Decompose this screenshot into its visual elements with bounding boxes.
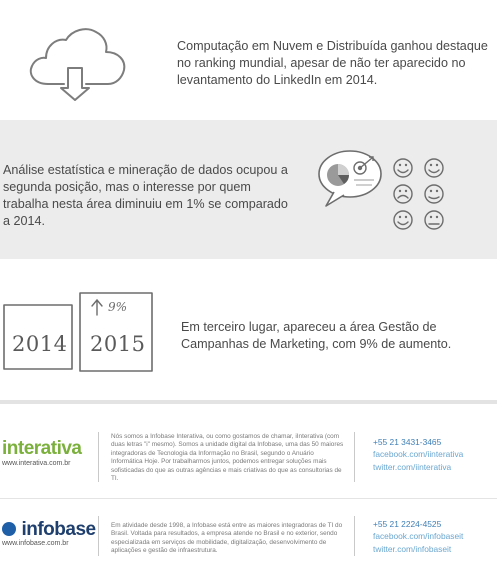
cloud-download-icon: [26, 26, 130, 94]
infobase-logo-text: infobase: [21, 519, 96, 540]
interativa-logo-text: interativa: [2, 438, 82, 459]
growth-label: 9%: [108, 300, 128, 314]
interativa-contacts: [373, 436, 463, 473]
emoticon-grid-icon: [392, 156, 448, 238]
section-cloud-computing: [0, 0, 497, 120]
marketing-text: Em terceiro lugar, apareceu a área Gestão de Campanhas de Marketing, com 9% de aumento.: [181, 320, 452, 351]
speech-bubble-chart-icon: [316, 148, 384, 210]
divider: [354, 432, 355, 482]
footer: [0, 400, 497, 577]
infobase-logo-mark: [2, 522, 16, 536]
cloud-computing-text: Computação em Nuvem e Distribuída ganhou destaque no ranking mundial, apesar de não ter aparecido no levantamento do LinkedIn em 2014.: [177, 39, 488, 87]
infobase-facebook-link[interactable]: facebook.com/infobaseit: [373, 531, 464, 542]
statistics-text: Análise estatística e mineração de dados ocupou a segunda posição, mas o interesse por quem trabalha nesta área diminuiu em 1% se comparado a 2014.: [3, 163, 288, 228]
year-comparison-cards: [0, 291, 160, 385]
interativa-twitter-link[interactable]: twitter.com/iinterativa: [373, 461, 452, 472]
infobase-url[interactable]: www.infobase.com.br: [2, 540, 69, 547]
divider: [98, 432, 99, 482]
divider: [98, 516, 99, 556]
divider: [354, 516, 355, 556]
section-statistics: [0, 120, 497, 259]
year-2015-label: 2015: [90, 332, 146, 356]
interativa-facebook-link[interactable]: facebook.com/iinterativa: [373, 449, 464, 460]
year-2014-label: 2014: [12, 332, 68, 356]
infobase-twitter-link[interactable]: twitter.com/infobaseit: [373, 543, 452, 554]
section-marketing: [0, 259, 497, 400]
infobase-logo: [2, 519, 96, 541]
infobase-about-text: Em atividade desde 1998, a Infobase está entre as maiores integradoras de TI do Brasil. Voltada para resultados, a empresa atende no Brasil e no exterior, sendo especializada em serviços de mobilidade, digitalização, desenvolvimento de aplicações e gestão de infraestrutura.: [111, 522, 343, 555]
footer-separator: [0, 498, 497, 499]
infobase-contacts: [373, 518, 463, 555]
interativa-about-text: Nós somos a Infobase Interativa, ou como gostamos de chamar, iInterativa (com duas letras "i" mesmo). Somos a unidade digital da Infobase, uma das 50 maiores integradoras de Tecnologia da Informação no Brasil, segundo o Anuário Informática Hoje. Por trabalharmos juntos, podemos entregar soluções mais sofisticadas do que as outras agências e mais criativas do que as consultorias de TI.: [111, 433, 344, 483]
interativa-logo: [2, 438, 81, 460]
interativa-phone[interactable]: +55 21 3431-3465: [373, 437, 442, 447]
infobase-phone[interactable]: +55 21 2224-4525: [373, 519, 442, 529]
interativa-url[interactable]: www.interativa.com.br: [2, 460, 71, 467]
